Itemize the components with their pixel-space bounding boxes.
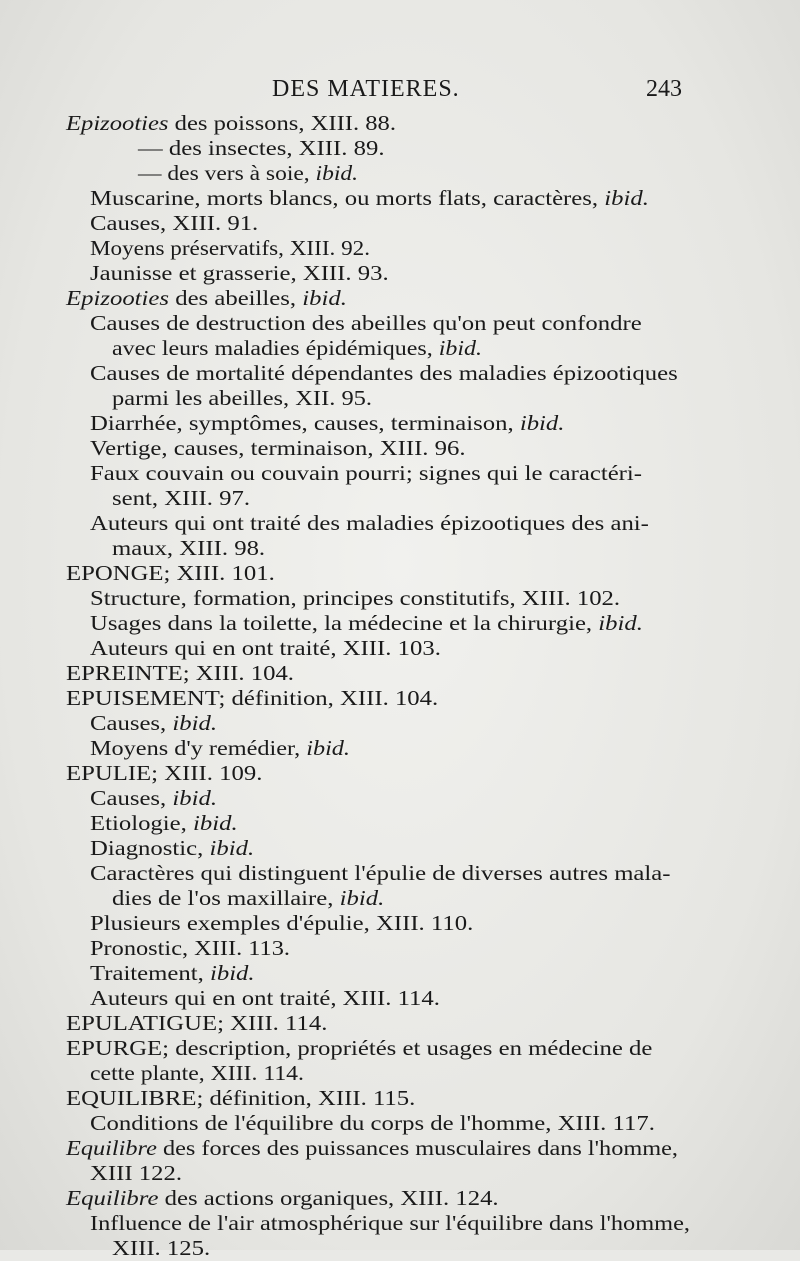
index-line [90,586,620,611]
entry-ibid: ibid. [172,786,218,810]
entry-text: Causes, [90,786,173,810]
index-line [90,311,642,336]
index-line [90,611,643,636]
index-line [90,186,649,211]
entry-ibid: ibid. [209,961,255,985]
index-line [90,1111,655,1136]
entry-text: — des vers à soie, [138,161,316,185]
entry-text: Caractères qui distinguent l'épulie de diverses autres mala- [90,861,671,885]
index-line [66,686,438,711]
index-line [138,161,358,186]
index-line [90,636,441,661]
entry-term: Equilibre [66,1136,157,1160]
entry-text: Muscarine, morts blancs, ou morts flats, caractères, [90,186,605,210]
index-line [90,961,255,986]
entry-text: EPREINTE; XIII. 104. [66,661,294,685]
index-line [66,1011,327,1036]
entry-text: Causes, [90,711,173,735]
index-line [66,661,294,686]
index-line [66,286,347,311]
index-line [90,861,670,886]
entry-text: des actions organiques, XIII. 124. [158,1186,499,1210]
index-line [90,736,350,761]
entry-text: Moyens préservatifs, XIII. 92. [90,236,370,260]
entry-text: Causes de destruction des abeilles qu'on peut confondre [90,311,642,335]
entry-ibid: ibid. [306,736,350,760]
entry-text: sent, XIII. 97. [112,486,251,510]
index-line [112,486,250,511]
entry-text: avec leurs maladies épidémiques, [112,336,439,360]
entry-text: Etiologie, [90,811,194,835]
index-line [90,911,473,936]
index-line [66,1086,415,1111]
entry-text: dies de l'os maxillaire, [112,886,340,910]
entry-ibid: ibid. [209,836,255,860]
entry-ibid: ibid. [519,411,565,435]
index-line [66,1186,499,1211]
entry-text: Auteurs qui ont traité des maladies épizootiques des ani- [90,511,649,535]
index-line [66,1136,678,1161]
entry-text: EPUISEMENT; définition, XIII. 104. [66,686,439,710]
entry-term: Equilibre [66,1186,159,1210]
entry-text: XIII. 125. [112,1236,211,1260]
entry-term: Epizooties [66,286,170,310]
entry-text: Jaunisse et grasserie, XIII. 93. [90,261,389,285]
entry-text: Conditions de l'équilibre du corps de l'homme, XIII. 117. [90,1111,655,1135]
entry-text: Auteurs qui en ont traité, XIII. 103. [90,636,441,660]
entry-text: EQUILIBRE; définition, XIII. 115. [66,1086,416,1110]
entry-text: EPULIE; XIII. 109. [66,761,263,785]
index-line [90,986,440,1011]
index-line [90,236,370,261]
index-line [90,786,217,811]
entry-text: Structure, formation, principes constitutifs, XIII. 102. [90,586,621,610]
entry-text: XIII 122. [90,1161,183,1185]
entry-ibid: ibid. [193,811,238,835]
index-line [90,836,254,861]
index-line [90,711,217,736]
running-header: DES MATIERES. [272,76,460,102]
entry-text: EPURGE; description, propriétés et usages en médecine de [66,1036,653,1060]
entry-ibid: ibid. [438,336,482,360]
index-line [90,1061,304,1086]
entry-text: Diarrhée, symptômes, causes, terminaison, [90,411,520,435]
page-number: 243 [646,76,682,102]
entry-text: maux, XIII. 98. [112,536,266,560]
entry-text: Plusieurs exemples d'épulie, XIII. 110. [90,911,474,935]
index-line [112,1236,210,1261]
entry-ibid: ibid. [604,186,649,210]
index-line [66,761,262,786]
entry-text: Moyens d'y remédier, [90,736,307,760]
index-line [90,261,389,286]
entry-text: Usages dans la toilette, la médecine et la chirurgie, [90,611,599,635]
entry-text: des poissons, XIII. 88. [168,111,396,135]
entry-text: des forces des puissances musculaires dans l'homme, [156,1136,678,1160]
index-line [90,1211,690,1236]
index-line [112,336,482,361]
index-line [66,561,275,586]
entry-text: EPULATIGUE; XIII. 114. [66,1011,328,1035]
entry-text: Causes, XIII. 91. [90,211,259,235]
entry-text: Auteurs qui en ont traité, XIII. 114. [90,986,440,1010]
entry-text: parmi les abeilles, XII. 95. [112,386,372,410]
entry-text: Traitement, [90,961,210,985]
index-line [66,1036,652,1061]
entry-ibid: ibid. [302,286,347,310]
index-line [90,511,649,536]
entry-text: Diagnostic, [90,836,210,860]
index-line [112,536,265,561]
entry-text: cette plante, XIII. 114. [90,1061,304,1085]
index-line [66,111,396,136]
index-line [112,886,384,911]
entry-ibid: ibid. [339,886,385,910]
index-line [90,436,466,461]
index-line [90,211,258,236]
entry-term: Epizooties [66,111,169,135]
index-line [90,1161,182,1186]
entry-ibid: ibid. [598,611,643,635]
entry-text: Pronostic, XIII. 113. [90,936,290,960]
index-line [138,136,385,161]
index-line [90,361,678,386]
index-line [112,386,372,411]
entry-ibid: ibid. [172,711,218,735]
entry-text: des abeilles, [169,286,303,310]
entry-text: Influence de l'air atmosphérique sur l'équilibre dans l'homme, [90,1211,690,1235]
index-line [90,936,290,961]
index-line [90,811,238,836]
entry-text: — des insectes, XIII. 89. [138,136,385,160]
index-line [90,461,642,486]
entry-text: EPONGE; XIII. 101. [66,561,275,585]
entry-ibid: ibid. [315,161,358,185]
entry-text: Vertige, causes, terminaison, XIII. 96. [90,436,466,460]
entry-text: Causes de mortalité dépendantes des maladies épizootiques [90,361,678,385]
index-line [90,411,564,436]
entry-text: Faux couvain ou couvain pourri; signes qui le caractéri- [90,461,643,485]
